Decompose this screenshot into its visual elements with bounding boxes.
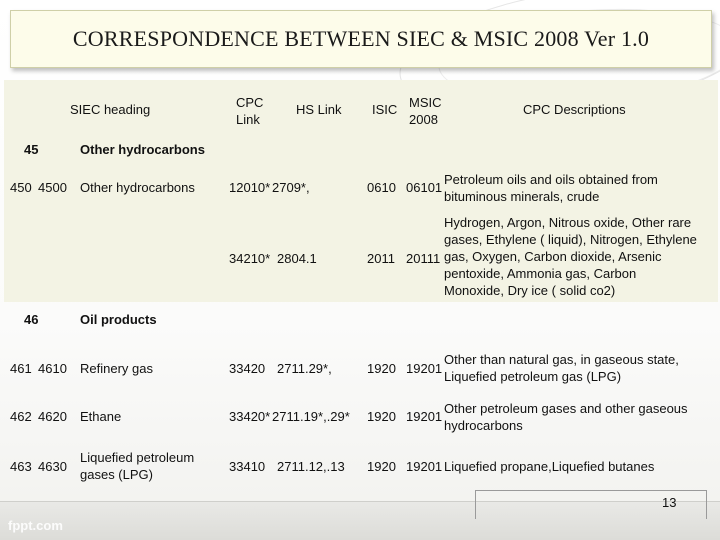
row-hs: 2709*, [272,180,310,195]
slide-title-box [10,10,712,68]
row-isic: 1920 [367,459,396,474]
row-siec-code-a: 450 [10,180,32,195]
row-siec-code-b: 4620 [38,409,67,424]
page-number: 13 [662,495,677,510]
row-hs: 2804.1 [277,251,317,266]
row-desc-line: Monoxide, Dry ice ( solid co2) [444,283,616,298]
row-desc-line: pentoxide, Ammonia gas, Carbon [444,266,637,281]
row-msic: 06101 [406,180,443,195]
header-hs-link: HS Link [296,102,342,117]
header-isic: ISIC [372,102,398,117]
header-siec-heading: SIEC heading [70,102,151,117]
header-msic-line1: MSIC [409,95,442,110]
header-cpc-descriptions: CPC Descriptions [523,102,626,117]
header-cpc-link-line2: Link [236,112,260,127]
row-siec-code-a: 463 [10,459,32,474]
row-desc-line: Other than natural gas, in gaseous state, [444,352,679,367]
row-name: Liquefied petroleum gases (LPG) [80,450,195,482]
row-cpc: 33410 [229,459,266,474]
row-desc-line: gas, Oxygen, Carbon dioxide, Arsenic [444,249,662,264]
brand-watermark: fppt.com [8,518,63,533]
section-name: Other hydrocarbons [80,142,205,157]
row-name: Refinery gas [80,361,153,376]
row-desc-line: bituminous minerals, crude [444,189,600,204]
row-msic: 19201 [406,361,443,376]
row-msic: 19201 [406,459,443,474]
row-name: Other hydrocarbons [80,180,195,195]
row-siec-code-a: 461 [10,361,32,376]
row-cpc: 33420 [229,361,266,376]
row-desc-line: Hydrogen, Argon, Nitrous oxide, Other rare [444,215,692,230]
row-desc-line: Liquefied petroleum gas (LPG) [444,369,622,384]
row-siec-code-b: 4630 [38,459,67,474]
slide-title: CORRESPONDENCE BETWEEN SIEC & MSIC 2008 Ver 1.0 [72,26,650,51]
row-cpc: 34210* [229,251,271,266]
row-siec-code-a: 462 [10,409,32,424]
row-isic: 0610 [367,180,396,195]
row-name: Ethane [80,409,122,424]
row-desc-line: hydrocarbons [444,418,523,433]
row-isic: 1920 [367,409,396,424]
header-msic-line2: 2008 [409,112,438,127]
section-name: Oil products [80,312,157,327]
row-msic: 20111 [406,251,441,266]
row-desc-line: Other petroleum gases and other gaseous [444,401,688,416]
row-isic: 1920 [367,361,396,376]
row-cpc: 12010* [229,180,271,195]
row-hs: 2711.19*,.29* [272,409,350,424]
row-desc-line: Petroleum oils and oils obtained from [444,172,658,187]
row-hs: 2711.29*, [277,361,332,376]
row-desc-line: gases, Ethylene ( liquid), Nitrogen, Ethylene [444,232,697,247]
row-isic: 2011 [367,251,395,266]
row-siec-code-b: 4500 [38,180,67,195]
section-code: 45 [24,142,39,157]
row-msic: 19201 [406,409,443,424]
header-cpc-link-line1: CPC [236,95,264,110]
row-hs: 2711.12,.13 [277,459,345,474]
row-desc-line: Liquefied propane,Liquefied butanes [444,459,655,474]
row-siec-code-b: 4610 [38,361,67,376]
section-code: 46 [24,312,39,327]
row-cpc: 33420* [229,409,271,424]
